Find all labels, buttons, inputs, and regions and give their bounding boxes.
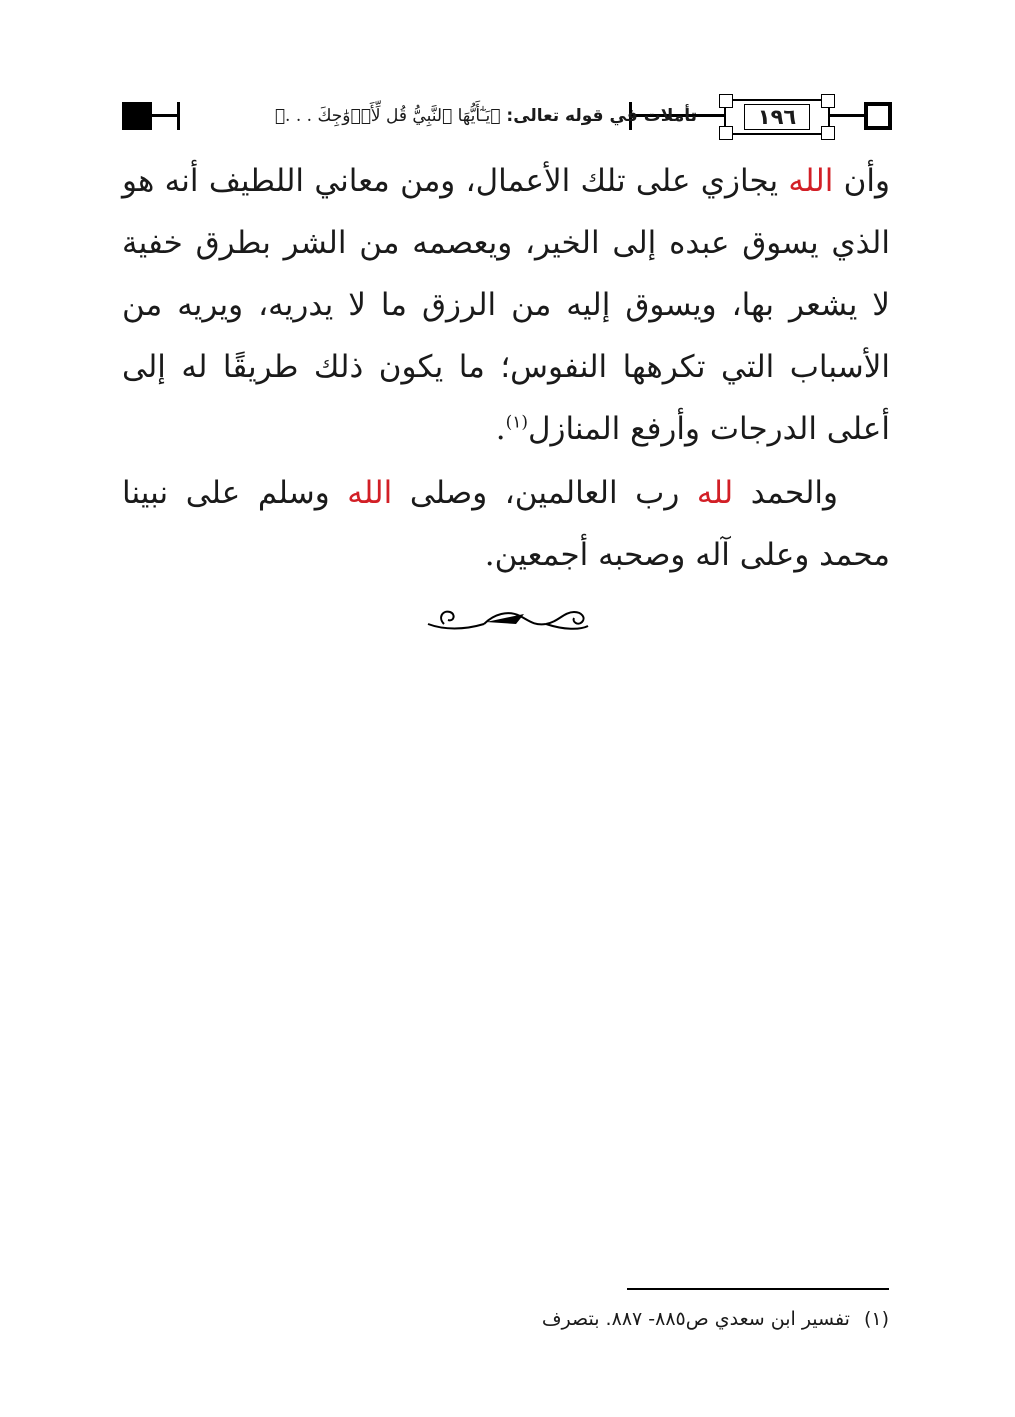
text-span: وسلم على نبينا محمد وعلى آله وصحبه أجمعين. <box>122 475 890 573</box>
paragraph-2 <box>122 462 890 586</box>
footnote-number: (١) <box>863 1308 889 1330</box>
paragraph-1 <box>122 150 890 460</box>
page-number: ١٩٦ <box>744 104 810 130</box>
header-left-bar <box>177 102 180 130</box>
text-span: رب العالمين، وصلى <box>392 475 697 511</box>
header-rule-right <box>830 114 864 117</box>
section-end-ornament-icon <box>424 600 590 636</box>
footnote-text: تفسير ابن سعدي ص٨٨٥- ٨٨٧. بتصرف <box>541 1308 850 1330</box>
footnote-reference[interactable]: (١) <box>505 412 528 433</box>
header-right-square-ornament <box>864 102 892 130</box>
header-rule-left <box>152 114 177 117</box>
text-span: . <box>495 411 506 447</box>
footnote-rule <box>627 1288 889 1290</box>
header-left-block-ornament <box>122 102 152 130</box>
text-span: وأن <box>833 163 890 199</box>
page-number-box <box>724 99 830 135</box>
divine-name: لله <box>696 475 734 511</box>
running-title-verse: ﴿يَـٰٓأَيُّهَا ٱلنَّبِيُّ قُل لِّأَزۡوَٰجِكَ . . .﴾ <box>274 106 501 126</box>
running-title-prefix: تأملات في قوله تعالى: <box>506 106 697 126</box>
running-title <box>275 101 697 131</box>
divine-name: الله <box>347 475 393 511</box>
page-header <box>122 97 892 137</box>
text-span: يجازي على تلك الأعمال، ومن معاني اللطيف أنه هو الذي يسوق عبده إلى الخير، ويعصمه من الشر بطرق خفية لا يشعر بها، ويسوق إليه من الرزق ما لا يدريه، ويريه من الأسباب التي تكرهها النفوس؛ ما يكون ذلك طريقًا له إلى أعلى الدرجات وأرفع المنازل <box>122 163 890 447</box>
text-span: والحمد <box>733 475 839 511</box>
footnote <box>542 1303 889 1335</box>
divine-name: الله <box>788 163 834 199</box>
